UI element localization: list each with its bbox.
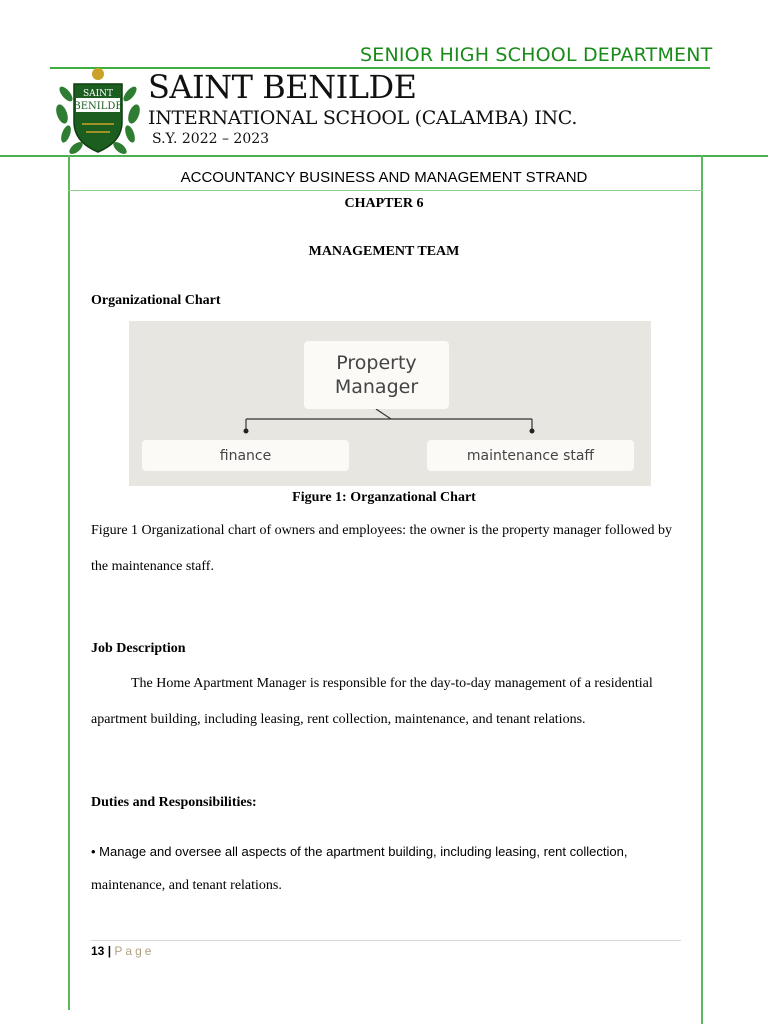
department-label: SENIOR HIGH SCHOOL DEPARTMENT <box>360 44 713 66</box>
page-footer <box>91 944 154 958</box>
school-name: SAINT BENILDE <box>148 68 417 106</box>
org-node-property-manager <box>304 341 449 409</box>
school-year: S.Y. 2022 – 2023 <box>152 131 270 147</box>
duties-heading: Duties and Responsibilities: <box>91 795 257 810</box>
frame-inner-rule <box>68 190 703 191</box>
org-node-maintenance-staff: maintenance staff <box>427 440 634 471</box>
frame-left-border <box>68 155 70 1010</box>
figure-description: Figure 1 Organizational chart of owners and employees: the owner is the property manager followed by the maintenance staff. <box>91 523 672 574</box>
star-icon <box>92 68 104 80</box>
page-label: Page <box>114 944 155 958</box>
logo-text-2: BENILDE <box>73 101 123 112</box>
school-subtitle: INTERNATIONAL SCHOOL (CALAMBA) INC. <box>148 107 578 129</box>
logo-text-1: SAINT <box>82 89 114 99</box>
footer-rule <box>91 940 681 941</box>
chapter-title: CHAPTER 6 <box>344 196 424 211</box>
figure-caption: Figure 1: Organzational Chart <box>292 490 476 505</box>
org-node-root-line1: Property <box>336 352 417 374</box>
page-number: 13 <box>91 944 105 958</box>
org-chart-figure <box>129 321 651 486</box>
job-description-heading: Job Description <box>91 641 186 656</box>
job-description-text: The Home Apartment Manager is responsible for the day-to-day management of a residential apartment building, including leasing, rent collection, maintenance, and tenant relations. <box>91 676 653 727</box>
header-rule <box>0 155 768 157</box>
section-title: MANAGEMENT TEAM <box>308 244 460 259</box>
duty-item-line1: • Manage and oversee all aspects of the apartment building, including leasing, rent collection, <box>91 844 628 859</box>
org-chart-heading: Organizational Chart <box>91 293 221 308</box>
duty-item <box>91 835 691 903</box>
strand-title: ACCOUNTANCY BUSINESS AND MANAGEMENT STRAND <box>180 169 588 186</box>
org-node-root-line2: Manager <box>334 376 419 398</box>
duty-item-line2: maintenance, and tenant relations. <box>91 878 282 893</box>
frame-right-border <box>701 155 703 1024</box>
org-node-finance: finance <box>142 440 349 471</box>
footer-separator: | <box>107 944 112 958</box>
school-logo <box>52 64 144 160</box>
